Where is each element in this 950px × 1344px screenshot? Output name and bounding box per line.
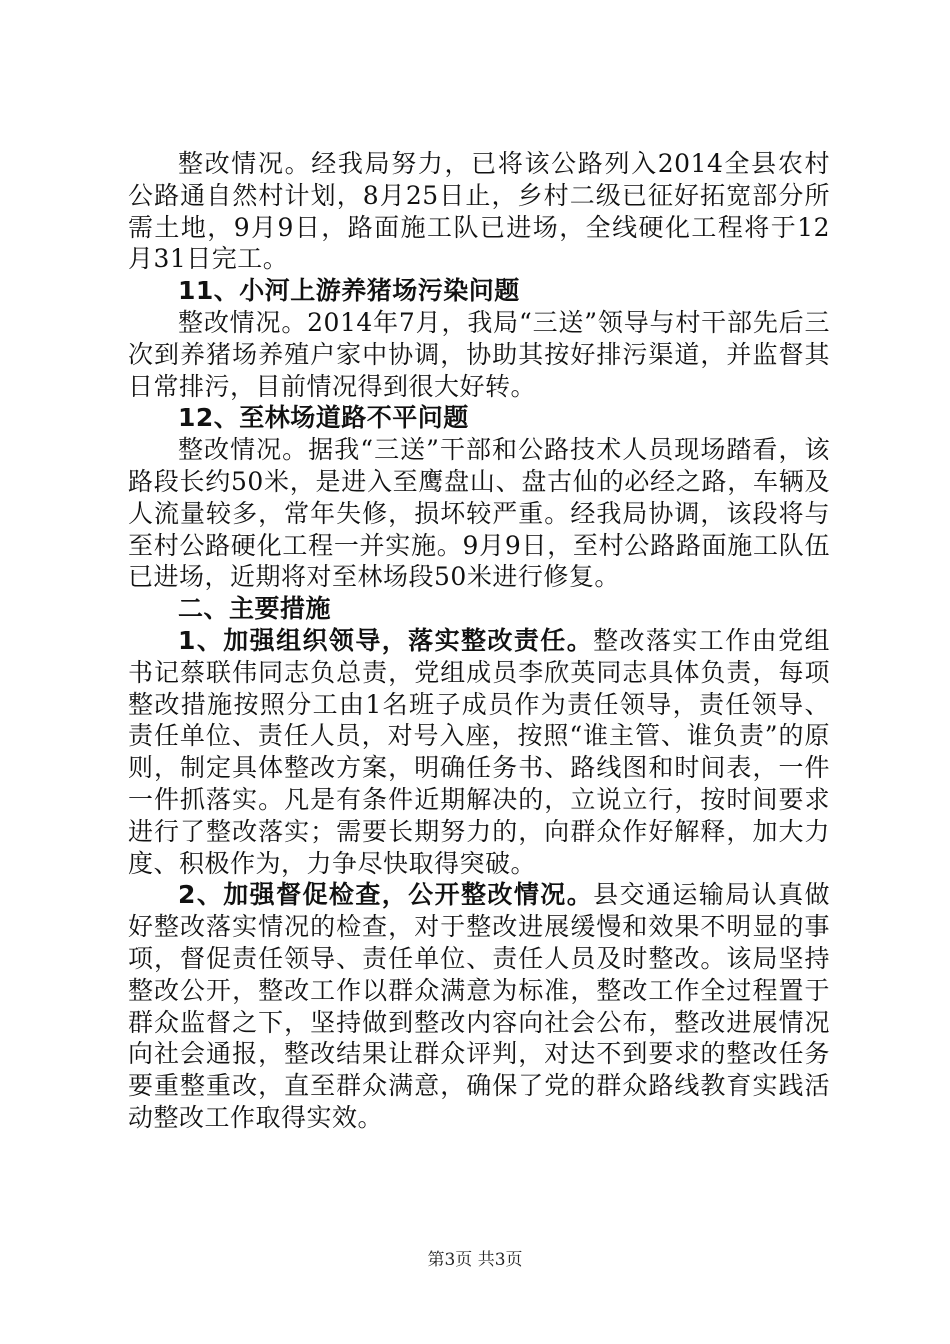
measure-1-text: 整改落实工作由党组书记蔡联伟同志负总责，党组成员李欣英同志具体负责，每项整改措施按照分工由1名班子成员作为责任领导，责任领导、责任单位、责任人员，对号入座，按照“谁主管、谁负责”的原则，制定具体整改方案，明确任务书、路线图和时间表，一件一件抓落实。凡是有条件近期解决的，立说立行，按时间要求进行了整改落实；需要长期努力的，向群众作好解释，加大力度、积极作为，力争尽快取得突破。 — [128, 625, 830, 878]
heading-main-measures: 二、主要措施 — [178, 594, 332, 624]
paragraph-measure-2 — [128, 879, 830, 1133]
heading-item-11: 11、小河上游养猪场污染问题 — [178, 276, 520, 306]
paragraph-measure-1 — [128, 625, 830, 879]
document-body — [128, 148, 830, 1134]
measure-2-lead: 2、加强督促检查，公开整改情况。 — [178, 880, 594, 910]
paragraph-pig-farm-rectification: 整改情况。2014年7月，我局“三送”领导与村干部先后三次到养猪场养殖户家中协调，协助其按好排污渠道，并监督其日常排污，目前情况得到很大好转。 — [128, 307, 830, 401]
paragraph-road-rectification: 整改情况。经我局努力，已将该公路列入2014全县农村公路通自然村计划，8月25日止，乡村二级已征好拓宽部分所需土地，9月9日，路面施工队已进场，全线硬化工程将于12月31日完工。 — [128, 149, 830, 274]
measure-1-lead: 1、加强组织领导，落实整改责任。 — [178, 625, 594, 655]
heading-item-12: 12、至林场道路不平问题 — [178, 403, 469, 433]
paragraph-forest-road-rectification: 整改情况。据我“三送”干部和公路技术人员现场踏看，该路段长约50米，是进入至鹰盘山、盘古仙的必经之路，车辆及人流量较多，常年失修，损坏较严重。经我局协调，该段将与至村公路硬化工程一并实施。9月9日，至村公路路面施工队伍已进场，近期将对至林场段50米进行修复。 — [128, 435, 830, 592]
measure-2-text: 县交通运输局认真做好整改落实情况的检查，对于整改进展缓慢和效果不明显的事项，督促责任领导、责任单位、责任人员及时整改。该局坚持整改公开，整改工作以群众满意为标准，整改工作全过程置于群众监督之下，坚持做到整改内容向社会公布，整改进展情况向社会通报，整改结果让群众评判，对达不到要求的整改任务要重整重改，直至群众满意，确保了党的群众路线教育实践活动整改工作取得实效。 — [128, 880, 830, 1132]
page-number-footer: 第3页 共3页 — [427, 1250, 523, 1270]
